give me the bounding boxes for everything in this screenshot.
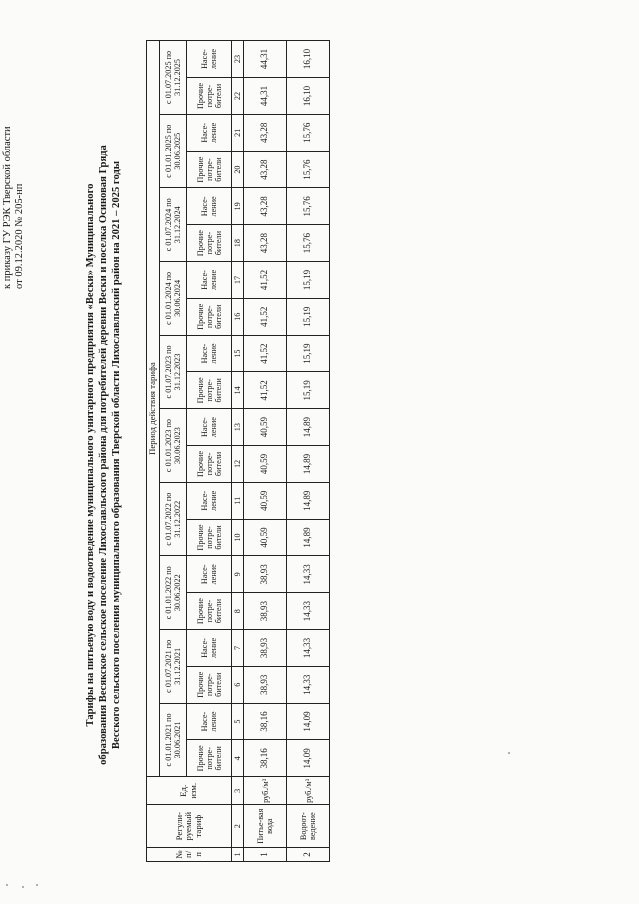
subheader-population: Насе-ление [187,41,232,78]
column-index: 19 [232,188,244,225]
header-num: № п/п [147,847,232,861]
column-index: 23 [232,41,244,78]
tariff-value: 38,93 [244,666,287,703]
column-index: 9 [232,556,244,593]
subheader-population: Насе-ление [187,262,232,299]
table-row [244,41,287,862]
tariff-value: 14,89 [287,482,330,519]
tariff-value: 16,10 [287,41,330,78]
subheader-population: Насе-ление [187,335,232,372]
subheader-other-consumers: Прочие потре-бители [187,666,232,703]
column-index: 22 [232,78,244,115]
tariff-value: 15,76 [287,188,330,225]
tariff-value: 15,19 [287,372,330,409]
subheader-population: Насе-ление [187,114,232,151]
heading-line-2: образования Весякское сельское поселение Лихославльского района для потребителей деревни Вески и поселка Осиновая Гряда [98,145,109,765]
tariff-value: 43,28 [244,225,287,262]
column-index: 17 [232,262,244,299]
tariff-value: 41,52 [244,262,287,299]
row-tariff-name: Питье-вая вода [244,805,287,847]
period-header: с 01.01.2022 по 30.06.2022 [160,556,187,630]
tariff-value: 41,52 [244,298,287,335]
subheader-other-consumers: Прочие потре-бители [187,519,232,556]
tariff-value: 14,09 [287,740,330,777]
period-header: с 01.07.2025 по 31.12.2025 [160,41,187,115]
tariff-value: 14,89 [287,409,330,446]
table-row [287,41,330,862]
header-period-title: Период действия тарифа [147,41,160,777]
subheader-population: Насе-ление [187,703,232,740]
period-header: с 01.01.2024 по 30.06.2024 [160,262,187,336]
tariff-value: 14,33 [287,556,330,593]
period-header: с 01.01.2025 по 30.06.2025 [160,114,187,188]
subheader-other-consumers: Прочие потре-бители [187,78,232,115]
subheader-population: Насе-ление [187,556,232,593]
column-index: 21 [232,114,244,151]
column-index: 10 [232,519,244,556]
column-index: 1 [232,847,244,861]
document-heading [84,55,123,855]
tariff-value: 14,33 [287,630,330,667]
column-index: 2 [232,805,244,847]
row-number: 1 [244,847,287,861]
tariff-value: 40,59 [244,409,287,446]
tariff-value: 41,52 [244,335,287,372]
column-index: 20 [232,151,244,188]
column-index: 6 [232,666,244,703]
tariff-value: 40,59 [244,446,287,483]
subheader-other-consumers: Прочие потре-бители [187,372,232,409]
tariff-value: 44,31 [244,78,287,115]
subheader-other-consumers: Прочие потре-бители [187,225,232,262]
row-tariff-name: Водоот-ведение [287,805,330,847]
period-header: с 01.07.2024 по 31.12.2024 [160,188,187,262]
tariff-value: 43,28 [244,188,287,225]
period-header: с 01.07.2021 по 31.12.2021 [160,630,187,704]
column-index: 16 [232,298,244,335]
tariff-value: 15,76 [287,114,330,151]
tariff-value: 41,52 [244,372,287,409]
subheader-other-consumers: Прочие потре-бители [187,151,232,188]
header-regulated: Регули-руемый тариф [147,805,232,847]
column-index: 11 [232,482,244,519]
subheader-other-consumers: Прочие потре-бители [187,446,232,483]
column-index: 14 [232,372,244,409]
row-unit: руб./м³ [244,777,287,805]
tariff-value: 14,33 [287,666,330,703]
tariff-value: 16,10 [287,78,330,115]
appendix-reference [0,59,27,289]
tariff-value: 14,09 [287,703,330,740]
column-index: 12 [232,446,244,483]
tariff-value: 44,31 [244,41,287,78]
period-header: с 01.01.2023 по 30.06.2023 [160,409,187,483]
column-index: 18 [232,225,244,262]
subheader-population: Насе-ление [187,630,232,667]
tariff-value: 38,16 [244,703,287,740]
tariff-table [146,40,330,862]
tariff-value: 43,28 [244,151,287,188]
header-unit: Ед. изм. [147,777,232,805]
subheader-population: Насе-ление [187,188,232,225]
column-index: 15 [232,335,244,372]
tariff-value: 15,76 [287,151,330,188]
appendix-order: к приказу ГУ РЭК Тверской области [1,126,13,289]
period-header: с 01.07.2022 по 31.12.2022 [160,482,187,556]
subheader-other-consumers: Прочие потре-бители [187,298,232,335]
row-number: 2 [287,847,330,861]
rotated-document [0,19,639,885]
heading-line-1: Тарифы на питьевую воду и водоотведение муниципального унитарного предприятия «Вески» Муниципального [85,183,96,727]
tariff-value: 38,93 [244,630,287,667]
tariff-value: 15,76 [287,225,330,262]
heading-line-3: Весского сельского поселения муниципального образования Тверской области Лихославльский район на 2021 – 2025 годы [111,160,122,750]
tariff-value: 15,19 [287,335,330,372]
tariff-value: 14,89 [287,519,330,556]
tariff-value: 15,19 [287,298,330,335]
tariff-value: 14,89 [287,446,330,483]
column-index: 4 [232,740,244,777]
tariff-value: 40,59 [244,482,287,519]
period-header: с 01.07.2023 по 31.12.2023 [160,335,187,409]
period-header: с 01.01.2021 по 30.06.2021 [160,703,187,777]
tariff-value: 38,16 [244,740,287,777]
row-unit: руб./м³ [287,777,330,805]
subheader-other-consumers: Прочие потре-бители [187,740,232,777]
tariff-value: 40,59 [244,519,287,556]
tariff-value: 38,93 [244,556,287,593]
column-index: 3 [232,777,244,805]
tariff-value: 38,93 [244,593,287,630]
tariff-value: 43,28 [244,114,287,151]
subheader-other-consumers: Прочие потре-бители [187,593,232,630]
column-index: 8 [232,593,244,630]
column-index: 13 [232,409,244,446]
tariff-value: 14,33 [287,593,330,630]
subheader-population: Насе-ление [187,409,232,446]
appendix-date: от 09.12.2020 № 205-нп [14,183,25,289]
column-index: 7 [232,630,244,667]
subheader-population: Насе-ление [187,482,232,519]
tariff-value: 15,19 [287,262,330,299]
column-index: 5 [232,703,244,740]
